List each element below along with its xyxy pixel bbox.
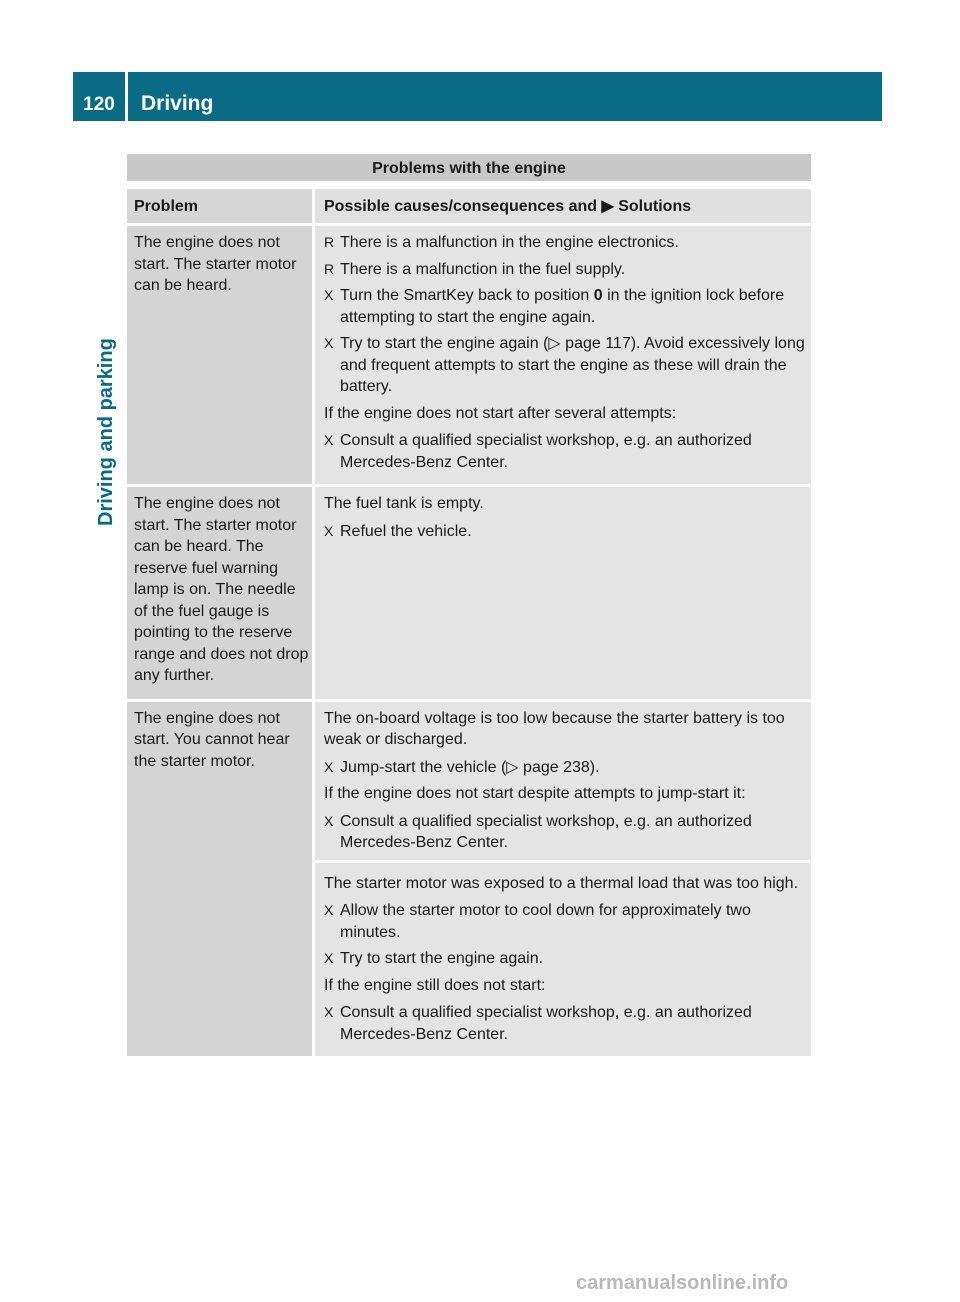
list-item — [324, 521, 805, 543]
step-icon: X — [324, 902, 334, 918]
sub-section — [315, 860, 811, 1046]
item-text: There is a malfunction in the engine electronics. — [340, 234, 679, 251]
table-title: Problems with the engine — [127, 154, 811, 181]
step-icon: X — [324, 432, 334, 448]
page-reference-link[interactable]: page 117 — [565, 335, 631, 352]
item-text: There is a malfunction in the fuel supply. — [340, 260, 626, 278]
table-row — [127, 487, 811, 699]
item-text: Allow the starter motor to cool down for approximately two minutes. — [340, 902, 751, 941]
item-text: Turn the SmartKey back to position — [340, 287, 590, 304]
paragraph: The starter motor was exposed to a thermal load that was too high. — [324, 874, 799, 892]
item-text: in the ignition lock before attempting to start the engine again. — [340, 287, 785, 326]
reference-icon: ▷ — [548, 335, 561, 352]
problem-cell: The engine does not start. The starter motor can be heard. — [127, 226, 312, 484]
watermark: carmanualsonline.info — [576, 1272, 789, 1294]
paragraph: The on-board voltage is too low because the starter battery is too weak or discharged. — [324, 709, 785, 748]
solution-cell — [315, 226, 811, 484]
arrow-right-icon: ▶ — [601, 198, 614, 215]
position-value: 0 — [593, 287, 603, 304]
column-header-solutions — [315, 189, 811, 223]
solution-cell — [315, 702, 811, 1057]
item-text: Consult a qualified specialist workshop, e.g. an authorized Mercedes-Benz Center. — [340, 432, 752, 471]
column-header-solutions-label: Possible causes/consequences and — [324, 198, 598, 215]
step-icon: X — [324, 1004, 334, 1020]
item-text: Try to start the engine again. — [340, 950, 544, 967]
bullet-icon: R — [324, 260, 335, 277]
item-text: ). — [589, 758, 600, 776]
paragraph: If the engine still does not start: — [324, 976, 546, 994]
paragraph: If the engine does not start despite attempts to jump-start it: — [324, 785, 746, 802]
item-text: Jump-start the vehicle ( — [340, 758, 507, 776]
table-header-row — [127, 189, 811, 223]
column-header-problem: Problem — [127, 189, 312, 223]
list-item — [324, 333, 805, 398]
page-reference-link[interactable]: page 238 — [523, 758, 590, 776]
item-text: Try to start the engine again ( — [340, 335, 549, 352]
header-divider — [125, 72, 128, 121]
page-header — [73, 72, 882, 121]
solution-cell — [315, 487, 811, 699]
list-item — [324, 285, 805, 328]
list-item — [324, 1002, 805, 1045]
list-item — [324, 232, 805, 254]
problems-table — [127, 154, 811, 1059]
table-row — [127, 226, 811, 484]
list-item — [324, 259, 805, 281]
page-number: 120 — [83, 94, 115, 115]
step-icon: X — [324, 287, 334, 303]
page-title: Driving — [141, 92, 214, 115]
paragraph: The fuel tank is empty. — [324, 495, 484, 512]
step-icon: X — [324, 758, 334, 775]
table-row — [127, 702, 811, 1057]
item-text: ). Avoid excessively long and frequent attempts to start the engine as these will drain the battery. — [340, 335, 805, 395]
bullet-icon: R — [324, 234, 335, 250]
list-item — [324, 811, 805, 854]
list-item — [324, 757, 805, 779]
item-text: Consult a qualified specialist workshop, e.g. an authorized Mercedes-Benz Center. — [340, 812, 752, 851]
item-text: Refuel the vehicle. — [340, 522, 472, 540]
list-item — [324, 948, 805, 970]
reference-icon: ▷ — [506, 758, 519, 776]
list-item — [324, 430, 805, 473]
item-text: Consult a qualified specialist workshop, e.g. an authorized Mercedes-Benz Center. — [340, 1004, 752, 1043]
list-item — [324, 900, 805, 943]
problem-cell: The engine does not start. You cannot hear the starter motor. — [127, 702, 312, 1057]
step-icon: X — [324, 950, 334, 966]
step-icon: X — [324, 335, 334, 351]
step-icon: X — [324, 812, 334, 829]
step-icon: X — [324, 522, 334, 539]
paragraph: If the engine does not start after several attempts: — [324, 404, 677, 422]
column-header-solutions-tail: Solutions — [618, 198, 692, 215]
problem-cell: The engine does not start. The starter motor can be heard. The reserve fuel warning lamp is on. The needle of the fuel gauge is pointing to the reserve range and does not drop any further. — [127, 487, 312, 699]
